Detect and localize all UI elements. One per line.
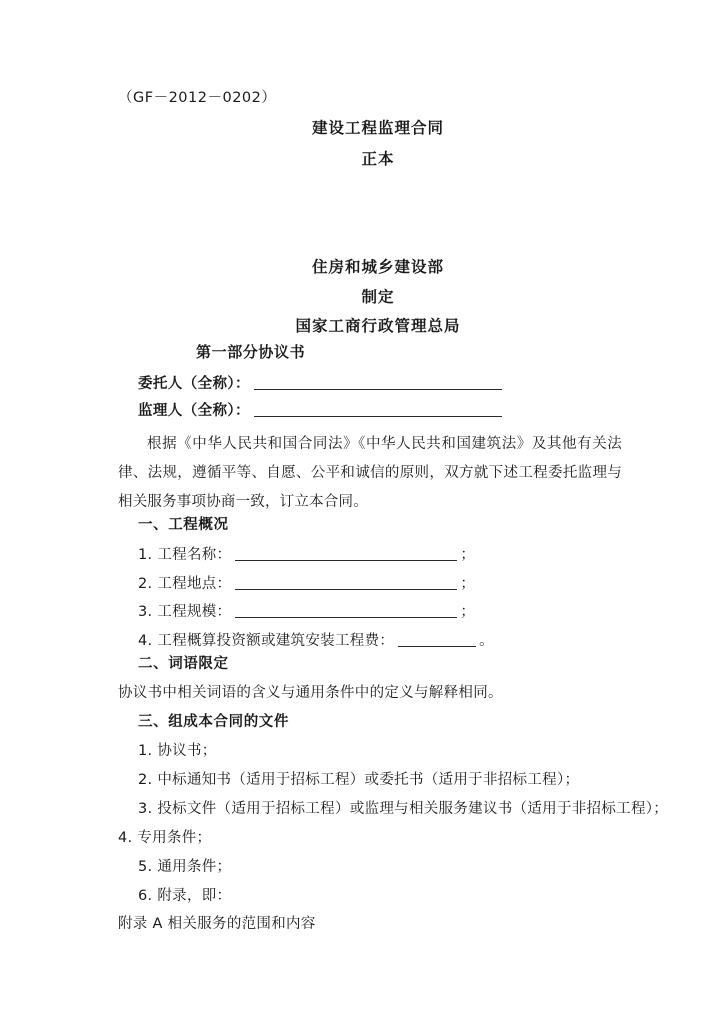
project-name-blank[interactable] [235,560,457,561]
project-location-label: 2. 工程地点： [138,576,232,592]
supervisor-name-label: 监理人（全称）： [138,403,250,419]
project-budget-field [138,629,494,650]
document-title: 建设工程监理合同 [311,119,444,137]
issuer-verb: 制定 [361,288,395,306]
document-subtitle: 正本 [361,150,395,168]
supervisor-name-blank[interactable] [254,416,502,417]
contract-document-item: 4. 专用条件； [118,830,212,846]
contract-document-item: 6. 附录，即： [138,888,232,904]
contract-document-item: 3. 投标文件（适用于招标工程）或监理与相关服务建议书（适用于非招标工程）； [138,801,669,817]
client-name-blank[interactable] [254,389,502,390]
project-scale-punctuation: ； [460,604,476,620]
part-one-heading: 第一部分协议书 [196,343,306,361]
project-scale-blank[interactable] [235,617,457,618]
project-scale-label: 3. 工程规模： [138,604,232,620]
project-name-field [138,543,475,564]
project-location-field [138,572,475,593]
document-code: （GF－2012－0202） [118,90,277,106]
contract-document-item: 1. 协议书； [138,743,217,759]
issuer-ministry: 住房和城乡建设部 [311,258,444,276]
project-scale-field [138,600,475,621]
section-heading-project-overview: 一、工程概况 [138,517,229,533]
preamble-paragraph: 根据《中华人民共和国合同法》《中华人民共和国建筑法》及其他有关法律、法规，遵循平等、自愿、公平和诚信的原则，双方就下述工程委托监理与相关服务事项协商一致，订立本合同。 [118,436,622,510]
section-heading-contract-documents: 三、组成本合同的文件 [138,714,289,730]
appendix-a-line: 附录 A 相关服务的范围和内容 [118,916,316,932]
contract-document-item: 2. 中标通知书（适用于招标工程）或委托书（适用于非招标工程）； [138,772,580,788]
section-heading-definitions: 二、词语限定 [138,656,229,672]
contract-document-item: 5. 通用条件； [138,859,232,875]
project-budget-punctuation: 。 [479,633,494,649]
client-name-label: 委托人（全称）： [138,376,250,392]
project-location-punctuation: ； [460,576,476,592]
project-name-punctuation: ； [460,547,476,563]
project-budget-label: 4. 工程概算投资额或建筑安装工程费： [138,633,395,649]
project-budget-blank[interactable] [398,646,476,647]
project-name-label: 1. 工程名称： [138,547,232,563]
definitions-text: 协议书中相关词语的含义与通用条件中的定义与解释相同。 [118,685,503,701]
supervisor-name-field [138,399,502,420]
issuer-administration: 国家工商行政管理总局 [295,317,461,335]
client-name-field [138,372,502,393]
project-location-blank[interactable] [235,589,457,590]
